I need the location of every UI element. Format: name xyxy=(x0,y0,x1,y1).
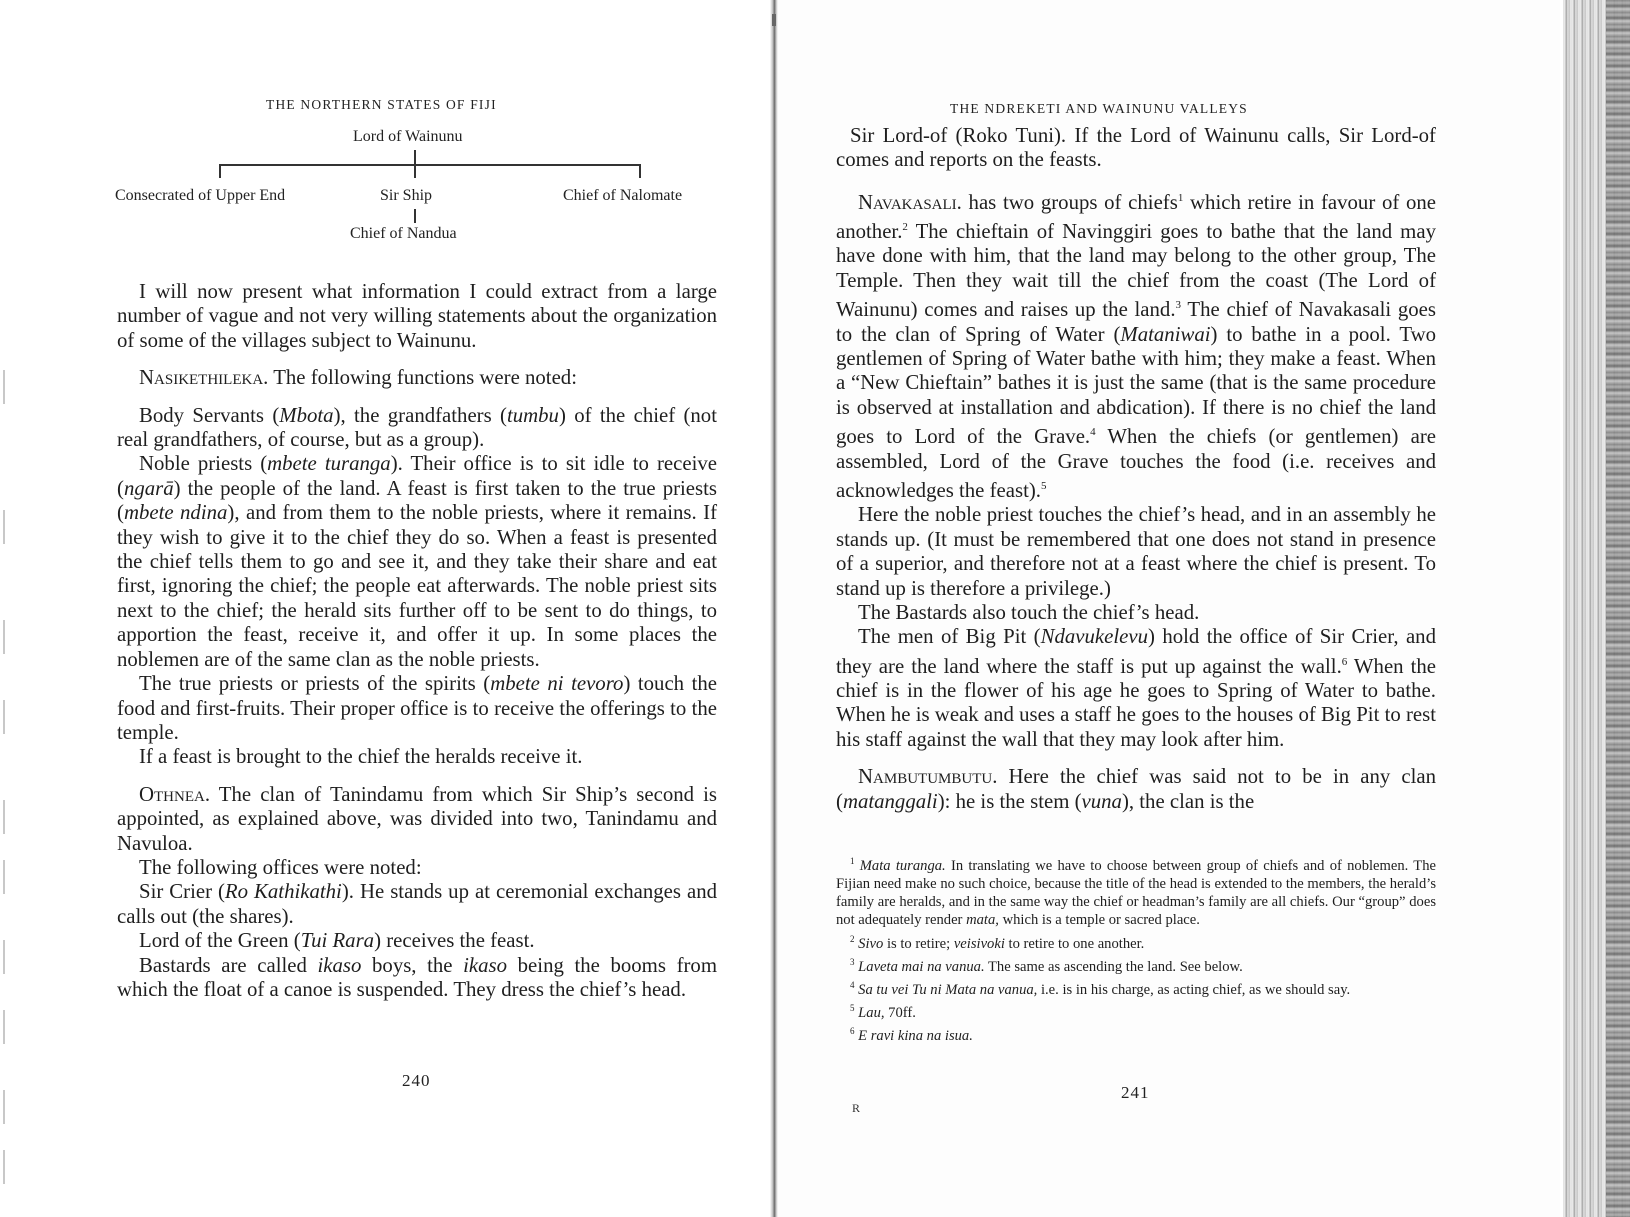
footnote-ref: 3 xyxy=(1175,299,1182,312)
right-page xyxy=(778,0,1560,1217)
page-edge-shadow xyxy=(1606,0,1630,1217)
footnote-ref: 1 xyxy=(1177,191,1184,204)
feast-heralds-paragraph: If a feast is brought to the chief the heralds receive it. xyxy=(139,745,583,769)
footnote: $^1$ Mata turanga. In translating we have to choose between group of chiefs and of noblemen. The Fijian need make no such choice, because the title of the head is extended to the members, the herald’s family are heralds, and in the same way the chief or headman’s family are all chiefs. Our “group” does not adequately render mata, which is a temple or sacred place. xyxy=(836,856,1436,929)
book-gutter xyxy=(770,0,778,1217)
tree-connector xyxy=(414,150,416,164)
body-servants-paragraph: Body Servants (Mbota), the grandfathers (tumbu) of the chief (not real grandfathers, of course, but as a group). xyxy=(117,403,717,452)
footnote: $^6$ E ravi kina na isua. xyxy=(850,1025,973,1044)
nasikethileka-paragraph: Nasikethileka. The following functions were noted: xyxy=(139,366,577,390)
running-head: THE NDREKETI AND WAINUNU VALLEYS xyxy=(950,101,1248,116)
intro-paragraph: I will now present what information I could extract from a large number of vague and not very willing statements about the organization of some of the villages subject to Wainunu. xyxy=(117,280,717,352)
section-heading: Navakasali. xyxy=(858,190,962,214)
footnote: $^3$ Laveta mai na vanua. The same as ascending the land. See below. xyxy=(850,956,1243,975)
footnotes xyxy=(836,852,1436,1045)
footnote-ref: 6 xyxy=(1341,655,1348,668)
tree-connector xyxy=(219,164,221,178)
tree-node-bottom: Chief of Nandua xyxy=(350,225,457,242)
gutter-mark xyxy=(772,14,776,26)
noble-priests-paragraph: Noble priests (mbete turanga). Their office is to sit idle to receive (ngarā) the people of the land. A feast is first taken to the true priests (mbete ndina), and from them to the noble priests, where it remains. If they wish to give it to the chief they do so. When a feast is presented the chief tells them to go and see it, and they take their share and eat first, ignoring the chief; the people eat afterwards. The noble priest sits next to the chief; the herald sits further off to be sent to do things, to apportion the feast, receive it, and offer it up. In some places the noblemen are of the same clan as the noble priests. xyxy=(117,452,717,671)
tree-node-left: Consecrated of Upper End xyxy=(115,187,286,204)
tree-connector xyxy=(219,164,640,166)
footnote: $^2$ Sivo is to retire; veisivoki to retire to one another. xyxy=(850,933,1145,952)
tree-connector xyxy=(414,164,416,178)
big-pit-paragraph: The men of Big Pit (Ndavukelevu) hold the office of Sir Crier, and they are the land where the staff is put up against the wall.$^6$ When the chief is in the flower of his age he goes to Spring of Water to bathe. When he is weak and uses a staff he goes to the houses of Big Pit to rest his staff against the wall that they may look after him. xyxy=(836,625,1436,751)
section-heading: Nambutumbutu. xyxy=(858,765,998,789)
footnote: $^5$ Lau, 70ff. xyxy=(850,1002,916,1021)
left-page xyxy=(0,0,770,1217)
continued-paragraph: Sir Lord-of (Roko Tuni). If the Lord of Wainunu calls, Sir Lord-of comes and reports on the feasts. xyxy=(836,124,1436,172)
navakasali-paragraph: Navakasali. has two groups of chiefs$^1$ which retire in favour of one another.$^2$ The chieftain of Navinggiri goes to bathe that the land may have done with him, that the land may belong to the other group, The Temple. Then they wait till the chief from the coast (The Lord of Wainunu) comes and raises up the land.$^3$ The chief of Navakasali goes to the clan of Spring of Water (Mataniwai) to bathe in a pool. Two gentlemen of Spring of Water bathe with him; they make a feast. When a “New Chieftain” bathes it is just the same (that is the same procedure is observed at installation and abdication). If there is no chief the land goes to Lord of the Grave.$^4$ When the chiefs (or gentlemen) are assembled, Lord of the Grave touches the food (i.e. receives and acknowledges the feast).$^5$ xyxy=(836,190,1437,502)
section-heading: Nasikethileka. xyxy=(139,366,269,390)
right-body-text xyxy=(836,124,1436,814)
tree-node-middle: Sir Ship xyxy=(380,187,433,204)
tree-connector xyxy=(414,209,416,223)
footnote: $^4$ Sa tu vei Tu ni Mata na vanua, i.e. is in his charge, as acting chief, as we should say. xyxy=(850,979,1351,998)
footnote-ref: 5 xyxy=(1041,479,1047,492)
footnote-ref: 2 xyxy=(902,221,908,234)
left-body-text xyxy=(117,280,717,1002)
bastards-paragraph: Bastards are called ikaso boys, the ikaso being the booms from which the float of a canoe is suspended. They dress the chief’s head. xyxy=(117,953,717,1001)
nambutumbutu-paragraph: Nambutumbutu. Here the chief was said not to be in any clan (matanggali): he is the stem (vuna), the clan is the xyxy=(836,765,1436,813)
section-heading: Othnea. xyxy=(139,782,211,806)
tree-node-top: Lord of Wainunu xyxy=(353,128,463,145)
bastards-paragraph: The Bastards also touch the chief’s head. xyxy=(858,600,1200,624)
page-number: 240 xyxy=(402,1071,431,1090)
tree-node-right: Chief of Nalomate xyxy=(563,187,683,204)
sir-crier-paragraph: Sir Crier (Ro Kathikathi). He stands up at ceremonial exchanges and calls out (the shares). xyxy=(117,880,717,928)
lord-green-paragraph: Lord of the Green (Tui Rara) receives the feast. xyxy=(139,929,535,953)
running-head: THE NORTHERN STATES OF FIJI xyxy=(266,97,497,112)
margin-marks xyxy=(3,0,6,1217)
tree-connector xyxy=(639,164,641,178)
signature-mark: R xyxy=(852,1101,861,1115)
footnote-ref: 4 xyxy=(1090,426,1096,439)
page-number: 241 xyxy=(1121,1083,1150,1102)
othnea-paragraph: Othnea. The clan of Tanindamu from which Sir Ship’s second is appointed, as explained above, was divided into two, Tanindamu and Navuloa. xyxy=(117,782,717,855)
offices-paragraph: The following offices were noted: xyxy=(139,855,422,879)
true-priests-paragraph: The true priests or priests of the spirits (mbete ni tevoro) touch the food and first-fruits. Their proper office is to receive the offerings to the temple. xyxy=(117,672,718,744)
noble-priest-paragraph: Here the noble priest touches the chief’s head, and in an assembly he stands up. (It must be remembered that one does not stand in presence of a superior, and therefore not at a feast where the chief is present. To stand up is therefore a privilege.) xyxy=(836,503,1436,600)
